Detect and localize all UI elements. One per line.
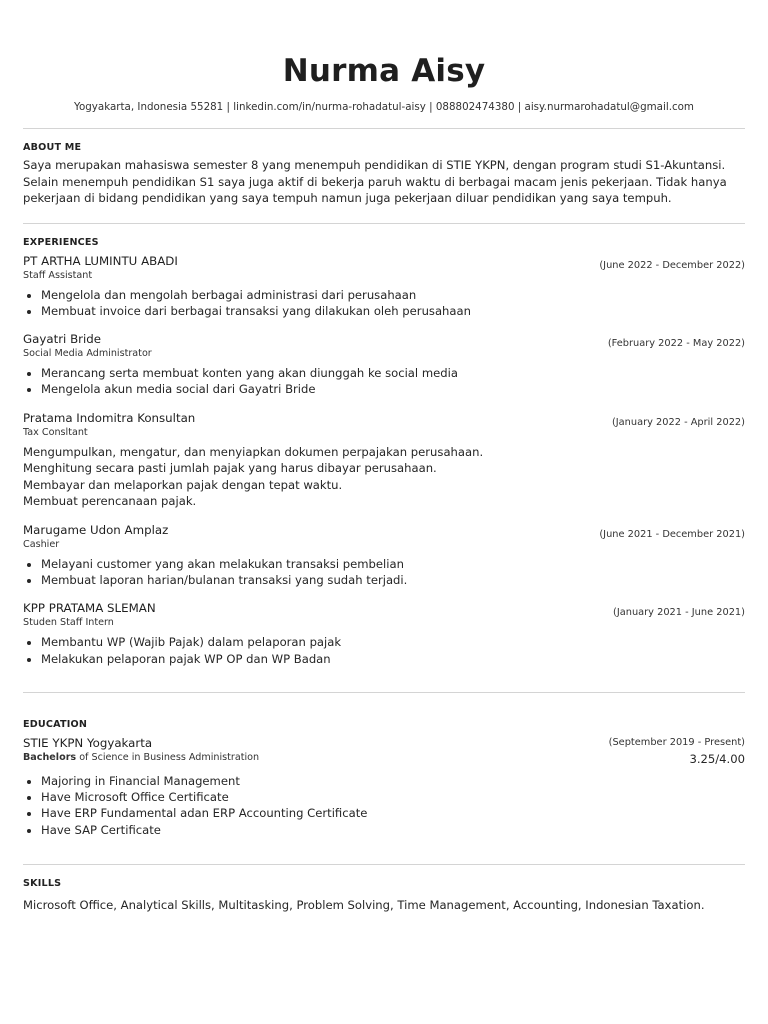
date-range: (June 2022 - December 2022) xyxy=(599,259,745,271)
gpa: 3.25/4.00 xyxy=(689,751,745,766)
experience-header xyxy=(23,601,745,629)
skills-text: Microsoft Office, Analytical Skills, Multitasking, Problem Solving, Time Management, Accounting, Indonesian Taxation. xyxy=(23,898,705,913)
company-name: Gayatri Bride xyxy=(23,332,102,347)
divider xyxy=(23,864,745,865)
experience-entry xyxy=(23,523,745,589)
experience-header xyxy=(23,332,745,360)
experience-entry xyxy=(23,601,745,667)
company-name: PT ARTHA LUMINTU ABADI xyxy=(23,253,178,268)
bullet-list xyxy=(23,634,745,667)
duty-line: Mengumpulkan, mengatur, dan menyiapkan dokumen perpajakan perusahaan. xyxy=(23,444,484,459)
degree-field: of Science in Business Administration xyxy=(76,751,260,763)
experience-left xyxy=(23,411,195,439)
skills-title: SKILLS xyxy=(23,878,62,890)
about-section xyxy=(23,142,745,207)
experience-left xyxy=(23,332,152,360)
date-range: (January 2022 - April 2022) xyxy=(611,416,745,428)
list-item: • Majoring in Financial Management xyxy=(41,773,745,789)
degree xyxy=(23,751,259,764)
experience-left xyxy=(23,254,178,282)
candidate-name: Nurma Aisy xyxy=(282,53,486,89)
education-title: EDUCATION xyxy=(23,718,88,730)
list-item: • Membantu WP (Wajib Pajak) dalam pelaporan pajak xyxy=(41,634,745,650)
experience-left xyxy=(23,523,168,551)
job-title: Tax Consltant xyxy=(23,426,88,438)
list-item: • Melakukan pelaporan pajak WP OP dan WP Badan xyxy=(41,651,745,667)
duty-line: Membuat perencanaan pajak. xyxy=(23,494,197,509)
divider xyxy=(23,223,745,224)
list-item: • Membuat laporan harian/bulanan transaksi yang sudah terjadi. xyxy=(41,572,745,588)
date-range: (February 2022 - May 2022) xyxy=(607,338,745,350)
experience-left xyxy=(23,601,156,629)
education-right xyxy=(609,736,745,767)
experience-header xyxy=(23,254,745,282)
experience-entry xyxy=(23,332,745,398)
job-title: Studen Staff Intern xyxy=(23,617,114,629)
bullet-list xyxy=(23,773,745,838)
date-range: (January 2021 - June 2021) xyxy=(613,607,745,619)
job-title: Staff Assistant xyxy=(23,269,93,281)
job-title: Cashier xyxy=(23,538,60,550)
experiences-section xyxy=(23,237,745,667)
bullet-list xyxy=(23,556,745,589)
company-name: KPP PRATAMA SLEMAN xyxy=(23,601,156,616)
company-name: Marugame Udon Amplaz xyxy=(23,522,169,537)
divider xyxy=(23,692,745,693)
school-name: STIE YKPN Yogyakarta xyxy=(23,735,153,750)
list-item: • Membuat invoice dari berbagai transaksi yang dilakukan oleh perusahaan xyxy=(41,303,745,319)
duty-line: Membayar dan melaporkan pajak dengan tepat waktu. xyxy=(23,477,343,492)
experience-entry xyxy=(23,411,745,510)
about-text: Saya merupakan mahasiswa semester 8 yang menempuh pendidikan di STIE YKPN, dengan program studi S1-Akuntansi. Selain menempuh pendidikan S1 saya juga aktif di bekerja paruh waktu di berbagai macam jenis pekerjaan. Tidak hanya pekerjaan di bidang pendidikan yang saya tempuh namun juga pekerjaan diluar pendidikan yang saya tempuh. xyxy=(23,158,727,205)
divider xyxy=(23,128,745,129)
degree-level: Bachelors xyxy=(23,751,77,763)
job-title: Social Media Administrator xyxy=(23,348,152,360)
list-item: • Melayani customer yang akan melakukan transaksi pembelian xyxy=(41,556,745,572)
education-header xyxy=(23,736,745,767)
list-item: • Mengelola dan mengolah berbagai administrasi dari perusahaan xyxy=(41,287,745,303)
duty-lines xyxy=(23,444,745,510)
bullet-list xyxy=(23,365,745,398)
list-item: • Have Microsoft Office Certificate xyxy=(41,789,745,805)
bullet-list xyxy=(23,287,745,320)
experience-header xyxy=(23,411,745,439)
duty-line: Menghitung secara pasti jumlah pajak yang harus dibayar perusahaan. xyxy=(23,461,437,476)
list-item: • Merancang serta membuat konten yang akan diunggah ke social media xyxy=(41,365,745,381)
list-item: • Have SAP Certificate xyxy=(41,822,745,838)
about-title: ABOUT ME xyxy=(23,142,82,153)
contact-line: Yogyakarta, Indonesia 55281 | linkedin.com/in/nurma-rohadatul-aisy | 088802474380 | aisy.nurmarohadatul@gmail.com xyxy=(74,101,694,113)
company-name: Pratama Indomitra Konsultan xyxy=(23,410,196,425)
list-item: • Have ERP Fundamental adan ERP Accounting Certificate xyxy=(41,805,745,821)
experiences-title: EXPERIENCES xyxy=(23,236,99,248)
education-left xyxy=(23,736,259,764)
skills-section xyxy=(23,878,745,914)
education-section xyxy=(23,719,745,838)
experience-header xyxy=(23,523,745,551)
list-item: • Mengelola akun media social dari Gayatri Bride xyxy=(41,381,745,397)
experience-entry xyxy=(23,254,745,320)
date-range: (September 2019 - Present) xyxy=(608,736,745,748)
date-range: (June 2021 - December 2021) xyxy=(599,528,745,540)
